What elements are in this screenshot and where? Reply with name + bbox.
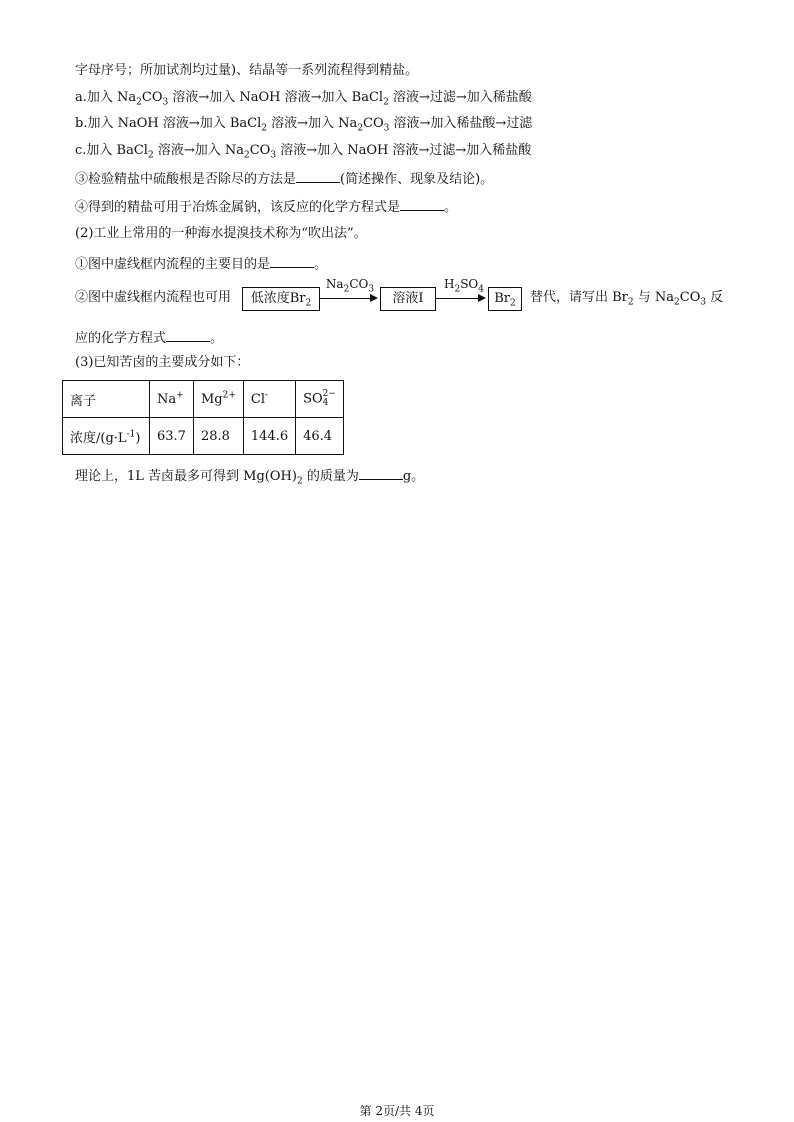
flow-box-2-text: 溶液Ⅰ (392, 291, 424, 306)
page-number: 第 2页/共 4页 (359, 1104, 435, 1118)
option-c-text-4: 溶液→加入 NaOH 溶液→过滤→加入稀盐酸 (276, 143, 532, 158)
suffix-text-4: 反 (706, 290, 724, 305)
text-line-1 (75, 62, 418, 80)
header-na: Na (157, 391, 177, 407)
question-4-text: ④得到的精盐可用于冶炼金属钠，该反应的化学方程式是 (75, 200, 401, 215)
arrow-2-label-a: H (444, 277, 455, 291)
part-2-heading (75, 225, 367, 243)
table-cell: 63.7 (150, 418, 194, 455)
option-c-text-2: 溶液→加入 Na (153, 143, 244, 158)
row-label-text: 浓度/(g·L (70, 430, 127, 446)
option-c-text-3: CO (249, 143, 271, 158)
flow-box-1-sub: 2 (305, 298, 312, 309)
text-line-1-content: 字母序号；所加试剂均过量)、结晶等一系列流程得到精盐。 (75, 63, 419, 78)
arrow-1-label-b: 2 (343, 284, 350, 295)
flow-box-bromine (488, 287, 522, 311)
header-so4-sub: 4 (322, 398, 329, 408)
arrow-2-label-b: 2 (454, 284, 461, 295)
question-3-line (75, 169, 493, 189)
suffix-text-1: 替代，请写出 Br (530, 290, 628, 305)
arrow-1-label-d: 3 (368, 284, 375, 295)
option-a-text-2: CO (141, 90, 163, 105)
option-a-line (75, 89, 532, 107)
arrow-2-label-d: 4 (478, 284, 484, 295)
question-3-final-line (75, 466, 424, 486)
question-3-final-suffix: g。 (402, 469, 425, 484)
table-row (63, 381, 344, 418)
suffix-text-2: 与 Na (633, 290, 675, 305)
option-a-text-3: 溶液→加入 NaOH 溶液→加入 BaCl (168, 90, 384, 105)
question-2-1-suffix: 。 (314, 257, 328, 272)
table-cell: 144.6 (243, 418, 295, 455)
header-cl-sup: - (264, 390, 269, 401)
suffix-sub-1: 2 (627, 297, 634, 308)
flow-box-low-bromine (242, 287, 320, 311)
suffix-sub-2: 2 (674, 297, 680, 308)
arrow-1-label-c: CO (349, 277, 369, 291)
option-c-text-1: c.加入 BaCl (75, 143, 148, 158)
header-ion-label: 离子 (70, 393, 97, 409)
question-2-2-text: ②图中虚线框内流程也可用 (75, 290, 232, 305)
option-b-sub-3: 3 (383, 123, 390, 134)
ion-concentration-table (62, 380, 344, 455)
table-row-label (63, 418, 150, 455)
table-header-cell (193, 381, 243, 418)
arrow-1-label-a: Na (325, 277, 344, 291)
question-4-suffix: 。 (444, 200, 458, 215)
table-header-cell (243, 381, 295, 418)
question-2-2-cont-text: 应的化学方程式 (75, 331, 167, 346)
flow-arrow-1-label (323, 277, 377, 295)
flow-box-3-text: Br (494, 291, 511, 306)
answer-blank[interactable] (296, 169, 340, 183)
option-a-sub-2: 3 (162, 97, 169, 108)
flow-arrow-2-head (478, 294, 486, 302)
question-2-2-suffix (530, 289, 723, 307)
flow-box-3-sub: 2 (510, 298, 516, 309)
flow-arrow-2 (436, 298, 478, 299)
table-cell: 28.8 (193, 418, 243, 455)
header-na-sup: + (176, 390, 184, 401)
option-a-sub-3: 2 (383, 97, 389, 108)
table-cell: 46.4 (296, 418, 344, 455)
question-3-final-text: 理论上，1L 苦卤最多可得到 Mg(OH) (75, 469, 297, 484)
header-so4-sup: 2− (322, 389, 336, 399)
flow-diagram-line (75, 277, 735, 323)
option-b-text-4: 溶液→加入稀盐酸→过滤 (389, 116, 533, 131)
table-header-cell (296, 381, 344, 418)
part-3-text: (3)已知苦卤的主要成分如下： (75, 355, 250, 370)
option-b-text-2: 溶液→加入 Na (267, 116, 358, 131)
table-header-cell (150, 381, 194, 418)
question-3-suffix: (简述操作、现象及结论)。 (340, 172, 494, 187)
table-header-cell (63, 381, 150, 418)
header-so4: SO (303, 391, 323, 407)
question-2-2-cont-suffix: 。 (210, 331, 224, 346)
option-c-sub-2: 2 (244, 150, 250, 161)
header-mg: Mg (200, 391, 223, 407)
question-4-line (75, 197, 457, 217)
answer-blank[interactable] (270, 254, 314, 268)
table-row (63, 418, 344, 455)
option-a-text-4: 溶液→过滤→加入稀盐酸 (388, 90, 532, 105)
option-c-sub-1: 2 (147, 150, 154, 161)
question-2-1-line (75, 254, 327, 274)
row-label-sup: -1 (126, 429, 136, 440)
option-b-sub-1: 2 (261, 123, 268, 134)
question-2-2-continued (75, 328, 223, 348)
question-2-1-text: ①图中虚线框内流程的主要目的是 (75, 257, 271, 272)
option-b-sub-2: 2 (357, 123, 364, 134)
arrow-2-label-c: SO (460, 277, 479, 291)
flow-arrow-1-head (370, 294, 378, 302)
option-a-sub-1: 2 (136, 97, 142, 108)
flow-box-solution-1 (380, 287, 436, 311)
part-3-heading (75, 354, 249, 372)
flow-arrow-1 (320, 298, 370, 299)
question-3-final-text-2: 的质量为 (302, 469, 359, 484)
flow-box-1-text: 低浓度Br (250, 291, 306, 306)
row-label-close: ) (135, 430, 141, 446)
option-c-line (75, 142, 531, 160)
answer-blank[interactable] (166, 328, 210, 342)
page-footer (0, 1102, 794, 1119)
option-b-text-3: CO (363, 116, 384, 131)
option-a-text-1: a.加入 Na (75, 90, 137, 105)
option-b-text-1: b.加入 NaOH 溶液→加入 BaCl (75, 116, 262, 131)
question-3-text: ③检验精盐中硫酸根是否除尽的方法是 (75, 172, 297, 187)
answer-blank[interactable] (400, 197, 444, 211)
question-3-final-sub: 2 (296, 476, 303, 487)
suffix-text-3: CO (679, 290, 701, 305)
flow-arrow-2-label (437, 277, 491, 295)
header-mg-sup: 2+ (222, 390, 236, 401)
part-2-text: (2)工业上常用的一种海水提溴技术称为“吹出法”。 (75, 226, 367, 241)
answer-blank[interactable] (359, 466, 403, 480)
option-c-sub-3: 3 (270, 150, 277, 161)
suffix-sub-3: 3 (700, 297, 707, 308)
option-b-line (75, 115, 532, 133)
header-cl: Cl (250, 391, 265, 407)
